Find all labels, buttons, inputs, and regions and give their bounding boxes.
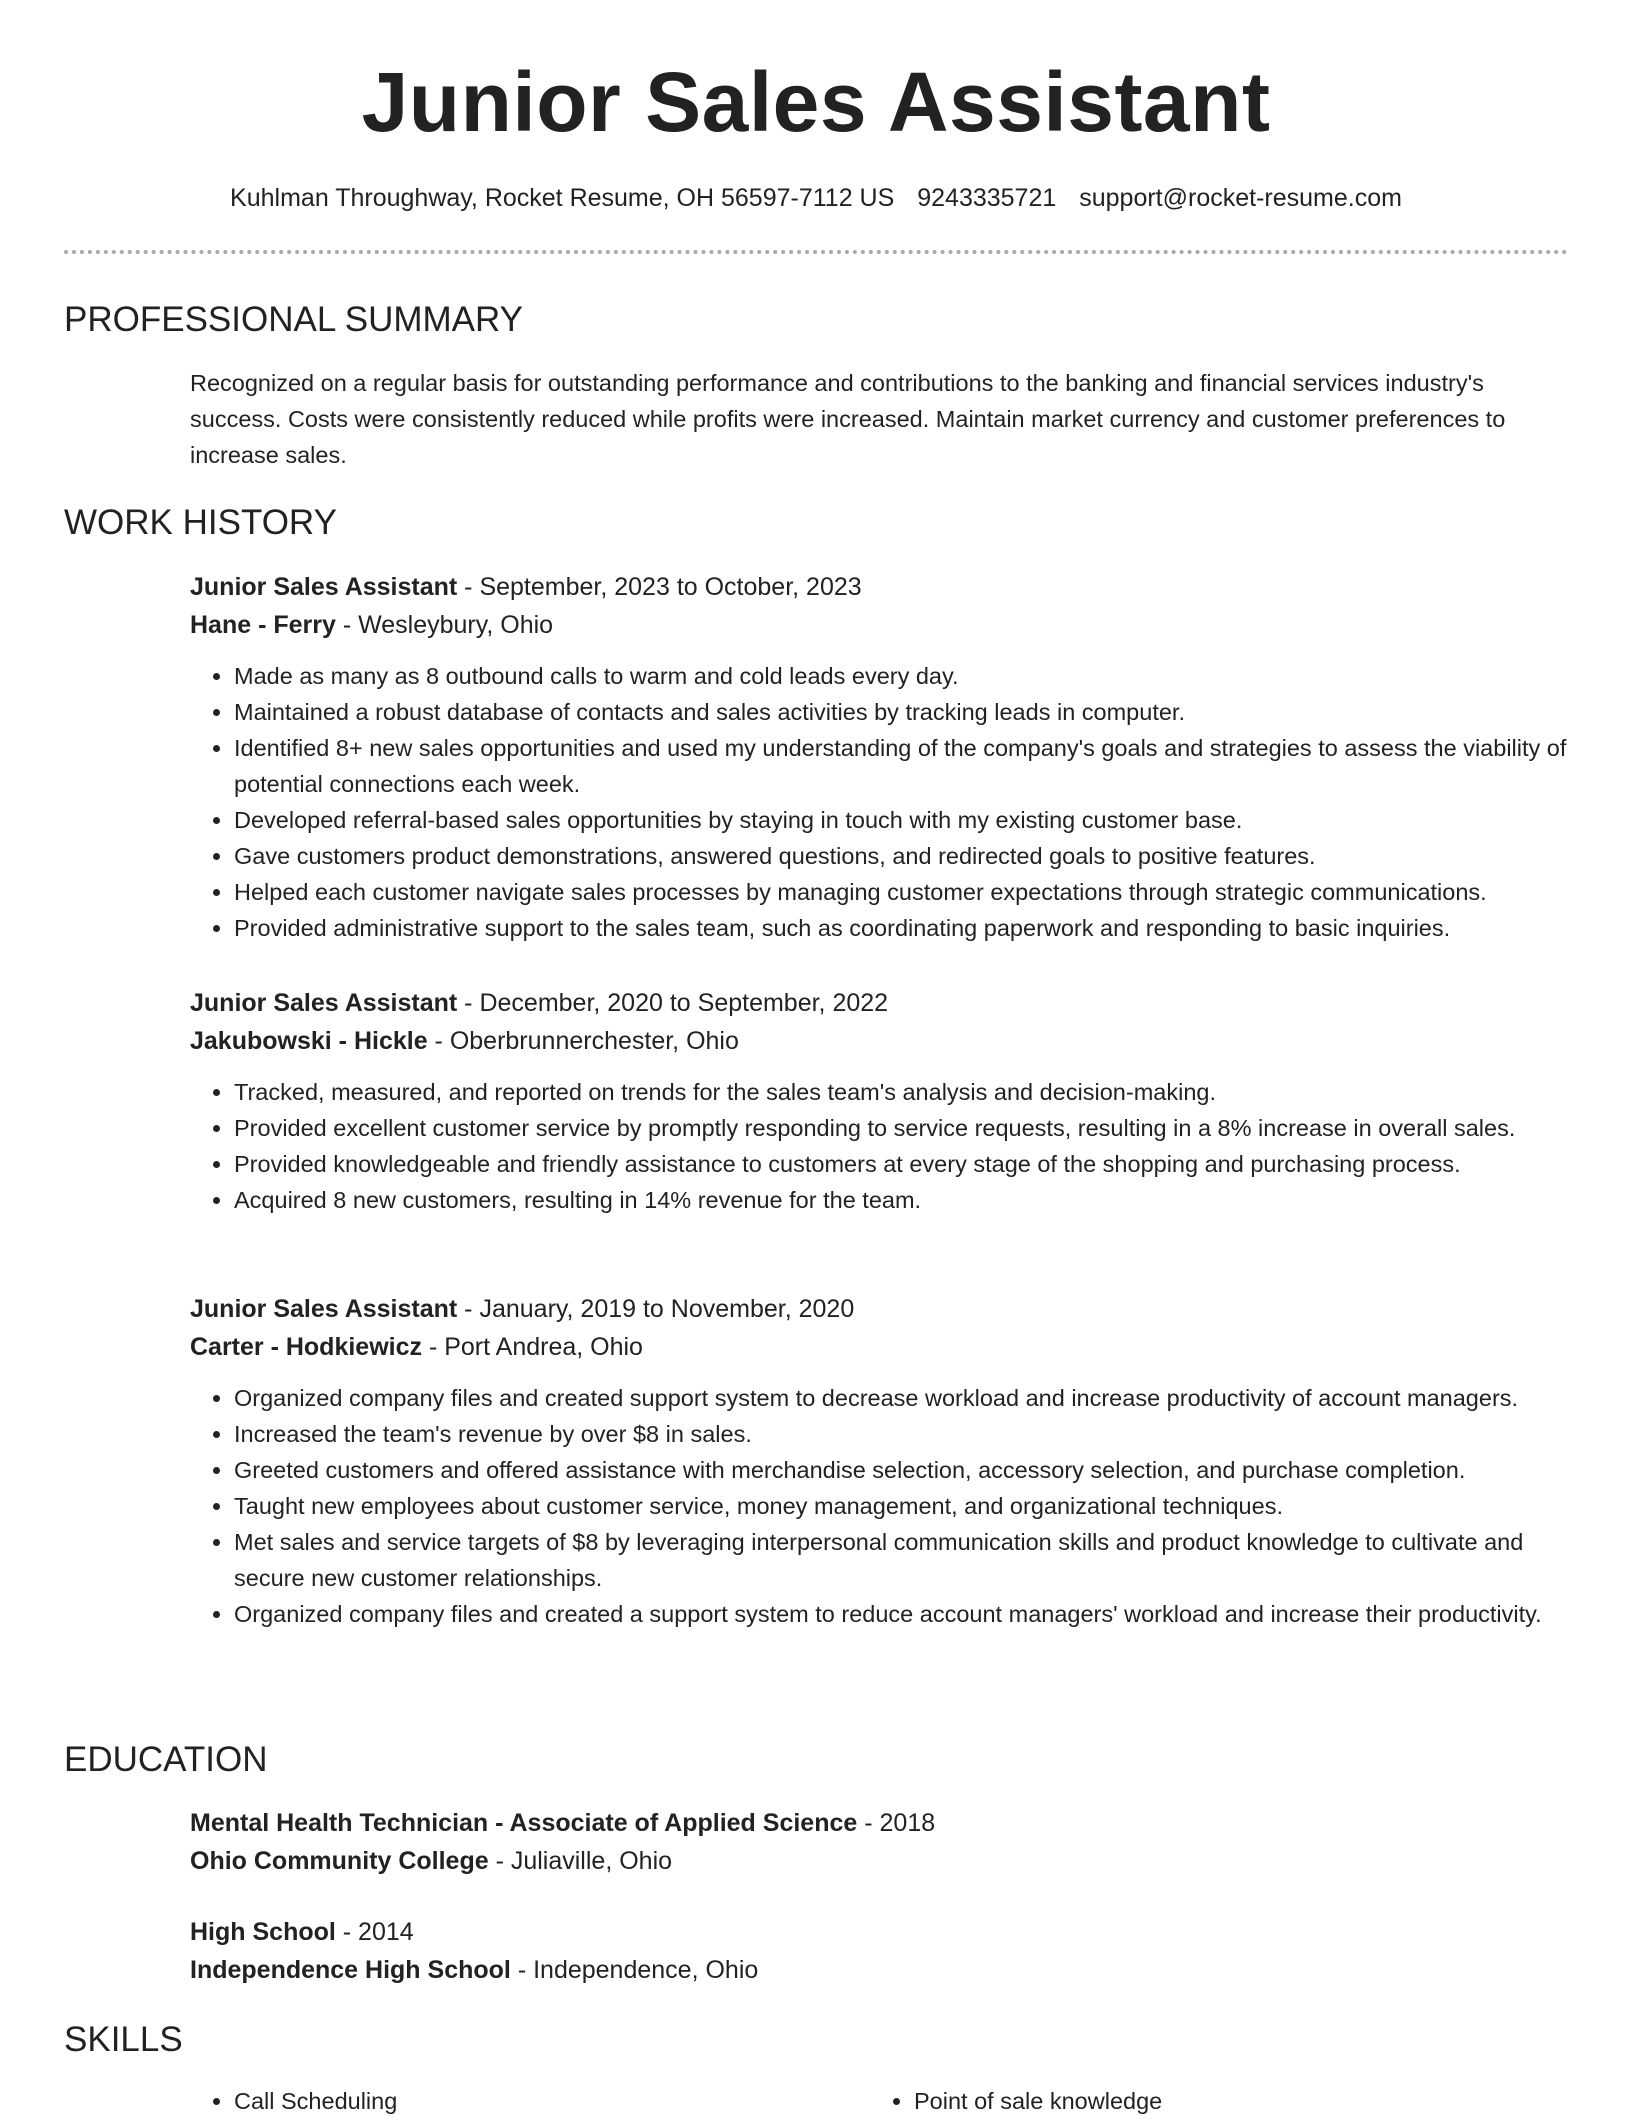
- list-item: • Provided knowledgeable and friendly assistance to customers at every stage of the shopping and purchasing process.: [234, 1146, 1568, 1182]
- job-role: Junior Sales Assistant: [190, 573, 458, 601]
- school-line: [190, 1842, 1568, 1880]
- job-company-line: [190, 1022, 1568, 1060]
- list-item: • Provided administrative support to the sales team, such as coordinating paperwork and responding to basic inquiries.: [234, 910, 1568, 946]
- list-item: • Organized company files and created a support system to reduce account managers' workload and increase their productivity.: [234, 1596, 1568, 1632]
- list-item: • Met sales and service targets of $8 by leveraging interpersonal communication skills and product knowledge to cultivate and secure new customer relationships.: [234, 1524, 1568, 1596]
- education-entry: [190, 1913, 1568, 1989]
- job-bullets: [190, 658, 1568, 946]
- degree-year: - 2018: [857, 1809, 936, 1837]
- degree: Mental Health Technician - Associate of Applied Science: [190, 1809, 858, 1837]
- contact-line: [0, 180, 1632, 216]
- job-title-line: [190, 984, 1568, 1022]
- degree-year: - 2014: [335, 1918, 414, 1946]
- email: support@rocket-resume.com: [1079, 184, 1402, 212]
- job-company-line: [190, 1328, 1568, 1366]
- job-title-line: [190, 568, 1568, 606]
- header-divider: [64, 250, 1568, 254]
- school-location: - Independence, Ohio: [510, 1956, 759, 1984]
- job-role: Junior Sales Assistant: [190, 1295, 458, 1323]
- education-entry: [190, 1804, 1568, 1880]
- list-item: • Developed referral-based sales opportunities by staying in touch with my existing customer base.: [234, 802, 1568, 838]
- list-item: • Acquired 8 new customers, resulting in 14% revenue for the team.: [234, 1182, 1568, 1218]
- address: Kuhlman Throughway, Rocket Resume, OH 56597-7112 US: [230, 184, 895, 212]
- phone: 9243335721: [917, 184, 1057, 212]
- job-dates: - September, 2023 to October, 2023: [457, 573, 862, 601]
- job-role: Junior Sales Assistant: [190, 989, 458, 1017]
- summary-text: Recognized on a regular basis for outstanding performance and contributions to the banking and financial services industry's success. Costs were consistently reduced while profits were increased. Maintain market currency and customer preferences to increase sales.: [190, 370, 1506, 468]
- list-item: • Greeted customers and offered assistance with merchandise selection, accessory selection, and purchase completion.: [234, 1452, 1568, 1488]
- section-title-summary: PROFESSIONAL SUMMARY: [64, 300, 523, 339]
- job-location: - Wesleybury, Ohio: [335, 611, 554, 639]
- skills-list: [190, 2083, 1568, 2119]
- job-company: Jakubowski - Hickle: [190, 1027, 428, 1055]
- list-item: • Tracked, measured, and reported on trends for the sales team's analysis and decision-making.: [234, 1074, 1568, 1110]
- list-item: • Increased the team's revenue by over $8 in sales.: [234, 1416, 1568, 1452]
- list-item: • Taught new employees about customer service, money management, and organizational techniques.: [234, 1488, 1568, 1524]
- school-line: [190, 1951, 1568, 1989]
- school: Ohio Community College: [190, 1847, 489, 1875]
- summary-block: [190, 365, 1568, 473]
- list-item: • Maintained a robust database of contacts and sales activities by tracking leads in computer.: [234, 694, 1568, 730]
- list-item: • Provided excellent customer service by promptly responding to service requests, resulting in a 8% increase in overall sales.: [234, 1110, 1568, 1146]
- skill-item: • Call Scheduling: [234, 2083, 914, 2119]
- list-item: • Gave customers product demonstrations, answered questions, and redirected goals to positive features.: [234, 838, 1568, 874]
- section-title-work-history: WORK HISTORY: [64, 503, 337, 542]
- job-company: Carter - Hodkiewicz: [190, 1333, 423, 1361]
- job-bullets: [190, 1074, 1568, 1218]
- school-location: - Juliaville, Ohio: [488, 1847, 673, 1875]
- job-dates: - December, 2020 to September, 2022: [457, 989, 889, 1017]
- job-entry: [190, 984, 1568, 1218]
- section-title-education: EDUCATION: [64, 1740, 268, 1779]
- list-item: • Identified 8+ new sales opportunities and used my understanding of the company's goals and strategies to assess the viability of potential connections each week.: [234, 730, 1568, 802]
- job-bullets: [190, 1380, 1568, 1632]
- section-title-skills: SKILLS: [64, 2020, 183, 2059]
- school: Independence High School: [190, 1956, 511, 1984]
- job-company-line: [190, 606, 1568, 644]
- job-location: - Port Andrea, Ohio: [422, 1333, 643, 1361]
- job-location: - Oberbrunnerchester, Ohio: [427, 1027, 739, 1055]
- job-company: Hane - Ferry: [190, 611, 336, 639]
- list-item: • Made as many as 8 outbound calls to warm and cold leads every day.: [234, 658, 1568, 694]
- skills-block: [190, 2083, 1568, 2119]
- degree-line: [190, 1913, 1568, 1951]
- job-entry: [190, 568, 1568, 946]
- job-entry: [190, 1290, 1568, 1632]
- list-item: • Helped each customer navigate sales processes by managing customer expectations through strategic communications.: [234, 874, 1568, 910]
- skill-item: • Point of sale knowledge: [914, 2083, 1564, 2119]
- list-item: • Organized company files and created support system to decrease workload and increase productivity of account managers.: [234, 1380, 1568, 1416]
- candidate-name: Junior Sales Assistant: [361, 55, 1271, 149]
- job-title-line: [190, 1290, 1568, 1328]
- job-dates: - January, 2019 to November, 2020: [457, 1295, 855, 1323]
- degree-line: [190, 1804, 1568, 1842]
- degree: High School: [190, 1918, 336, 1946]
